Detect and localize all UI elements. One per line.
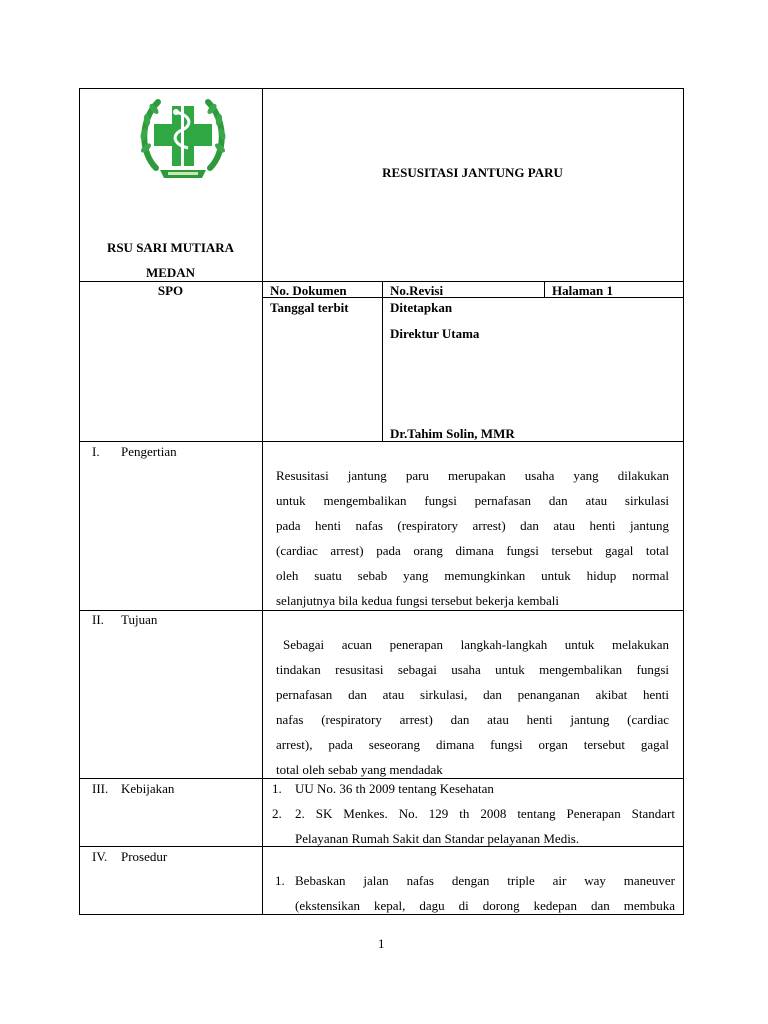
section-2-label: Tujuan [121, 612, 158, 627]
hospital-name-line2: MEDAN [145, 265, 196, 280]
list-item: UU No. 36 th 2009 tentang Kesehatan [295, 781, 494, 796]
section-1-line: untuk mengembalikan fungsi pernafasan dan atau sirkulasi [276, 493, 669, 508]
section-1-line: Resusitasi jantung paru merupakan usaha yang dilakukan [276, 468, 669, 483]
table-border-right [683, 88, 684, 915]
list-item-marker: 1. [272, 781, 282, 796]
hospital-logo [136, 90, 230, 184]
section-3-label: Kebijakan [121, 781, 175, 796]
section-1-line: pada henti nafas (respiratory arrest) dan atau henti jantung [276, 518, 669, 533]
section-2-line: pernafasan dan atau sirkulasi, dan penanganan akibat henti [276, 687, 669, 702]
section-1-line: selanjutnya bila kedua fungsi tersebut bekerja kembali [276, 593, 560, 608]
ditetapkan-label: Ditetapkan [390, 300, 453, 315]
section-1-number: I. [92, 444, 100, 459]
direktur-label: Direktur Utama [390, 326, 480, 341]
signatory-name: Dr.Tahim Solin, MMR [390, 426, 515, 441]
hospital-name-line1: RSU SARI MUTIARA [106, 240, 235, 255]
halaman-label: Halaman 1 [552, 283, 614, 298]
table-column-divider [262, 88, 263, 915]
section-1-label: Pengertian [121, 444, 177, 459]
section-2-line: arrest), pada seseorang dimana fungsi organ tersebut gagal [276, 737, 669, 752]
no-revisi-label: No.Revisi [390, 283, 444, 298]
section-1-line: oleh suatu sebab yang memungkinkan untuk hidup normal [276, 568, 669, 583]
section-2-line: tindakan resusitasi sebagai usaha untuk mengembalikan fungsi [276, 662, 669, 677]
no-dokumen-label: No. Dokumen [270, 283, 347, 298]
table-border-left [79, 88, 80, 915]
list-item-marker: 2. [272, 806, 282, 821]
document-title: RESUSITASI JANTUNG PARU [382, 165, 563, 180]
table-divider-halaman [544, 281, 545, 298]
section-1-line: (cardiac arrest) pada orang dimana fungsi tersebut gagal total [276, 543, 669, 558]
section-2-line: Sebagai acuan penerapan langkah-langkah untuk melakukan [283, 637, 669, 652]
list-item-marker: 1. [275, 873, 285, 888]
section-2-number: II. [92, 612, 104, 627]
section-2-line: nafas (respiratory arrest) dan atau henti jantung (cardiac [276, 712, 669, 727]
section-2-line: total oleh sebab yang mendadak [276, 762, 443, 777]
table-divider-ditetapkan [382, 281, 383, 442]
section-4-label: Prosedur [121, 849, 168, 864]
hospital-logo-icon [136, 90, 230, 184]
tanggal-terbit-label: Tanggal terbit [270, 300, 349, 315]
page-number: 1 [378, 936, 385, 951]
list-item: 2. SK Menkes. No. 129 th 2008 tentang Penerapan Standart [295, 806, 675, 821]
list-item-continuation: Pelayanan Rumah Sakit dan Standar pelayanan Medis. [295, 831, 580, 846]
list-item-continuation: (ekstensikan kepal, dagu di dorong kedepan dan membuka [295, 898, 675, 913]
list-item: Bebaskan jalan nafas dengan triple air way maneuver [295, 873, 675, 888]
section-4-number: IV. [92, 849, 108, 864]
section-3-number: III. [92, 781, 109, 796]
spo-label: SPO [157, 283, 184, 298]
table-border-top [79, 88, 684, 89]
